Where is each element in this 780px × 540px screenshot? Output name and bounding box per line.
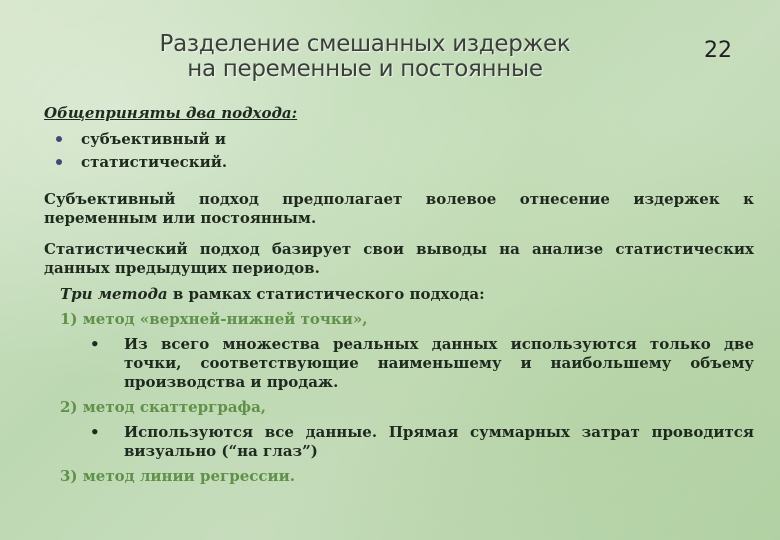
list-item	[44, 128, 754, 151]
methods-intro-italic: Три метода	[60, 285, 168, 303]
title-line-2: на переменные и постоянные	[187, 56, 543, 82]
slide-title	[120, 32, 610, 82]
list-item-label: субъективный и	[81, 130, 226, 148]
approaches-heading: Общеприняты два подхода:	[44, 104, 298, 122]
method-1-desc	[90, 335, 754, 392]
method-1-title: 1) метод «верхней-нижней точки»,	[60, 310, 368, 328]
statistical-paragraph: Статистический подход базирует свои выводы на анализе статистических данных предыдущих периодов.	[44, 240, 754, 277]
bullet-icon: •	[90, 335, 100, 353]
bullet-dot-icon	[56, 136, 62, 142]
title-line-1: Разделение смешанных издержек	[159, 31, 571, 57]
list-item-label: статистический.	[81, 153, 228, 171]
slide-content	[44, 104, 754, 492]
method-2-desc	[90, 423, 754, 461]
methods-intro-rest: в рамках статистического подхода:	[167, 285, 485, 303]
methods-intro	[60, 285, 754, 304]
page-number: 22	[704, 38, 732, 63]
subjective-paragraph: Субъективный подход предполагает волевое отнесение издержек к переменным или постоянным.	[44, 190, 754, 227]
method-1-desc-text: Из всего множества реальных данных используются только две точки, соответствующие наименьшему и наибольшему объему производства и продаж.	[124, 335, 754, 391]
method-3-title: 3) метод линии регрессии.	[60, 467, 295, 485]
approaches-list	[44, 128, 754, 174]
list-item	[44, 151, 754, 174]
bullet-dot-icon	[56, 159, 62, 165]
bullet-icon: •	[90, 423, 100, 441]
method-2-desc-text: Используются все данные. Прямая суммарных затрат проводится визуально (“на глаз”)	[124, 423, 754, 460]
method-2-title: 2) метод скаттерграфа,	[60, 398, 267, 416]
